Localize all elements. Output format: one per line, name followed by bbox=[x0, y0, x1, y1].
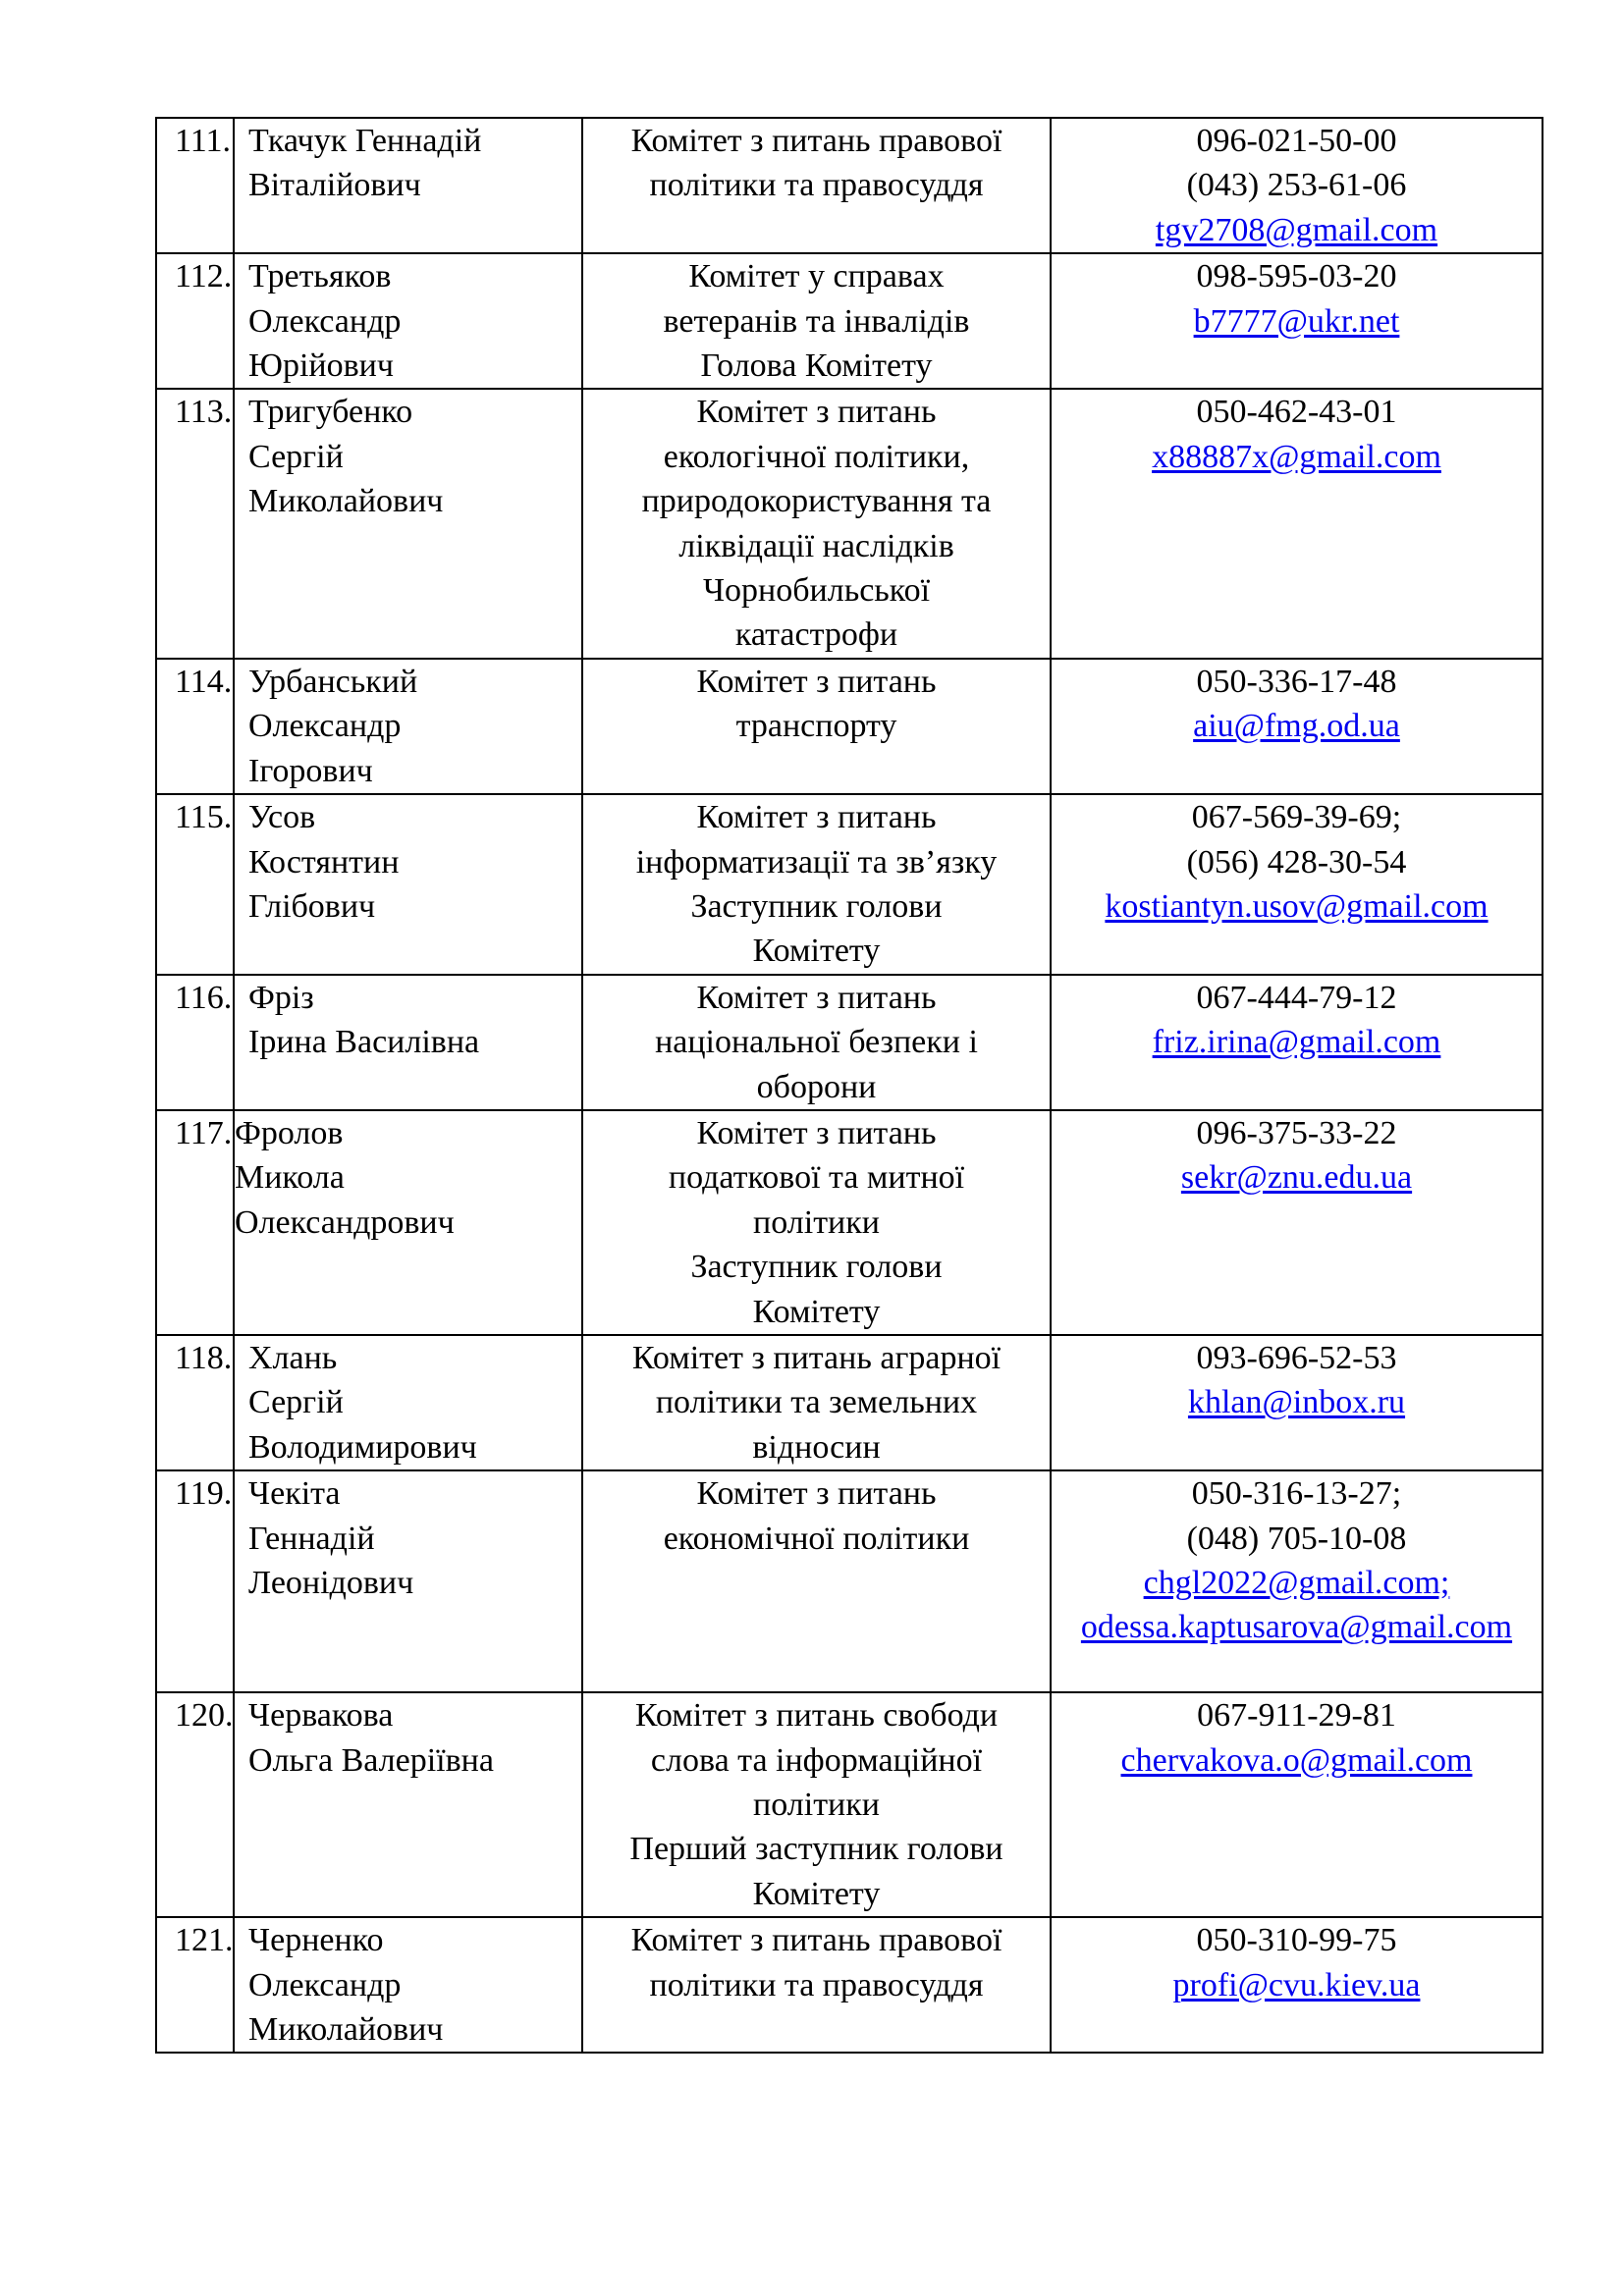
email-link[interactable]: b7777@ukr.net bbox=[1193, 302, 1400, 340]
email-link[interactable]: chervakova.o@gmail.com bbox=[1120, 1741, 1473, 1779]
email-line bbox=[1054, 1963, 1540, 2007]
name-line: Черненко bbox=[248, 1922, 384, 1959]
email-link[interactable]: friz.irina@gmail.com bbox=[1152, 1024, 1441, 1061]
table-row bbox=[156, 1917, 1543, 2053]
name-line: Усов bbox=[248, 799, 316, 836]
committee-line: Комітет з питань bbox=[696, 394, 937, 431]
name-line: Ірина Василівна bbox=[248, 1024, 480, 1061]
contacts-table-body bbox=[156, 118, 1543, 2053]
committee-line: економічної політики bbox=[663, 1520, 970, 1557]
committee-line: відносин bbox=[752, 1428, 881, 1466]
row-number: 116. bbox=[156, 975, 234, 1110]
email-link[interactable]: odessa.kaptusarova@gmail.com bbox=[1080, 1609, 1513, 1646]
committee-line: Комітет з питань bbox=[696, 1475, 937, 1513]
name-line: Володимирович bbox=[248, 1428, 477, 1466]
name-line: Фролов bbox=[235, 1114, 344, 1151]
name-line: Геннадій bbox=[248, 1520, 375, 1557]
table-row bbox=[156, 1470, 1543, 1692]
phone-number: 067-911-29-81 bbox=[1197, 1697, 1396, 1735]
name-line: Урбанський bbox=[248, 663, 418, 700]
committee-line: транспорту bbox=[735, 708, 897, 745]
table-row bbox=[156, 975, 1543, 1110]
committee-line: ліквідації наслідків bbox=[678, 527, 954, 564]
committee-line: Комітет з питань bbox=[696, 799, 937, 836]
committee-line: Голова Комітету bbox=[700, 347, 933, 385]
table-row bbox=[156, 794, 1543, 975]
committee-cell bbox=[582, 1692, 1051, 1917]
deputy-name bbox=[234, 118, 582, 253]
committee-line: політики та земельних bbox=[655, 1384, 978, 1421]
committee-line: національної безпеки і bbox=[655, 1024, 978, 1061]
committee-line: катастрофи bbox=[734, 616, 898, 654]
email-link[interactable]: sekr@znu.edu.ua bbox=[1180, 1159, 1413, 1197]
phone-number: (048) 705-10-08 bbox=[1186, 1520, 1407, 1557]
committee-line: Комітет з питань bbox=[696, 1114, 937, 1151]
table-row bbox=[156, 118, 1543, 253]
committee-cell bbox=[582, 794, 1051, 975]
deputy-name bbox=[234, 1110, 582, 1335]
email-line bbox=[1054, 1020, 1540, 1064]
table-row bbox=[156, 659, 1543, 794]
committee-cell bbox=[582, 975, 1051, 1110]
committee-cell bbox=[582, 1470, 1051, 1692]
committee-line: природокористування та bbox=[641, 483, 992, 520]
committee-line: Комітету bbox=[752, 933, 881, 970]
name-line: Сергій bbox=[248, 1384, 344, 1421]
committee-line: Комітет з питань bbox=[696, 979, 937, 1016]
name-line: Олександр bbox=[248, 708, 402, 745]
committee-cell bbox=[582, 1335, 1051, 1470]
phone-number: 093-696-52-53 bbox=[1196, 1339, 1397, 1376]
committee-line: політики та правосуддя bbox=[649, 1966, 984, 2003]
email-line bbox=[1054, 299, 1540, 344]
committee-line: податкової та митної bbox=[668, 1159, 965, 1197]
contact-cell bbox=[1051, 975, 1543, 1110]
email-line bbox=[1054, 1561, 1540, 1605]
contact-cell bbox=[1051, 253, 1543, 389]
committee-line: Комітету bbox=[752, 1293, 881, 1330]
email-link[interactable]: x88887x@gmail.com bbox=[1152, 438, 1441, 475]
row-number: 111. bbox=[156, 118, 234, 253]
table-row bbox=[156, 1335, 1543, 1470]
name-line: Третьяков bbox=[248, 258, 392, 295]
email-link[interactable]: khlan@inbox.ru bbox=[1187, 1384, 1406, 1421]
name-line: Ольга Валеріївна bbox=[248, 1741, 494, 1779]
committee-line: Комітет у справах bbox=[688, 258, 945, 295]
committee-line: Комітету bbox=[752, 1875, 881, 1912]
deputy-name bbox=[234, 1470, 582, 1692]
name-line: Юрійович bbox=[248, 347, 394, 385]
name-line: Миколайович bbox=[248, 2011, 444, 2049]
committee-line: Комітет з питань аграрної bbox=[631, 1339, 1001, 1376]
committee-line: оборони bbox=[756, 1068, 877, 1105]
row-number: 117. bbox=[156, 1110, 234, 1335]
contacts-table bbox=[155, 117, 1543, 2054]
committee-line: Комітет з питань правової bbox=[630, 1922, 1002, 1959]
name-line: Миколайович bbox=[248, 483, 444, 520]
committee-line: інформатизації та зв’язку bbox=[635, 843, 998, 881]
contact-cell bbox=[1051, 1110, 1543, 1335]
name-line: Сергій bbox=[248, 438, 344, 475]
committee-line: політики bbox=[753, 1787, 880, 1823]
committee-line: Заступник голови bbox=[690, 1249, 943, 1286]
row-number: 115. bbox=[156, 794, 234, 975]
committee-line: Заступник голови bbox=[690, 887, 943, 925]
deputy-name bbox=[234, 1692, 582, 1917]
committee-line: Комітет з питань свободи bbox=[634, 1697, 999, 1735]
email-line bbox=[1054, 1380, 1540, 1424]
phone-number: (043) 253-61-06 bbox=[1186, 167, 1407, 204]
email-link[interactable]: aiu@fmg.od.ua bbox=[1193, 708, 1400, 745]
committee-line: Чорнобильської bbox=[702, 572, 931, 610]
row-number: 118. bbox=[156, 1335, 234, 1470]
contact-cell bbox=[1051, 1335, 1543, 1470]
committee-line: Перший заступник голови bbox=[629, 1831, 1003, 1868]
row-number: 112. bbox=[156, 253, 234, 389]
phone-number: 050-336-17-48 bbox=[1196, 663, 1397, 700]
email-link[interactable]: kostiantyn.usov@gmail.com bbox=[1105, 887, 1489, 925]
deputy-name bbox=[234, 975, 582, 1110]
deputy-name bbox=[234, 1335, 582, 1470]
name-line: Олександр bbox=[248, 1966, 402, 2003]
table-row bbox=[156, 1110, 1543, 1335]
committee-line: ветеранів та інвалідів bbox=[663, 302, 970, 340]
contact-cell bbox=[1051, 1692, 1543, 1917]
row-number: 114. bbox=[156, 659, 234, 794]
name-line: Глібович bbox=[248, 887, 376, 925]
row-number: 121. bbox=[156, 1917, 234, 2053]
committee-cell bbox=[582, 659, 1051, 794]
email-line bbox=[1054, 1605, 1540, 1649]
committee-cell bbox=[582, 253, 1051, 389]
phone-number: (056) 428-30-54 bbox=[1186, 843, 1407, 881]
name-line: Чекіта bbox=[248, 1475, 341, 1513]
contact-cell bbox=[1051, 1917, 1543, 2053]
phone-number: 096-021-50-00 bbox=[1196, 123, 1397, 159]
contact-cell bbox=[1051, 1470, 1543, 1692]
committee-line: політики та правосуддя bbox=[649, 167, 984, 204]
phone-number: 050-310-99-75 bbox=[1196, 1922, 1397, 1959]
name-line: Червакова bbox=[248, 1697, 394, 1735]
contact-cell bbox=[1051, 794, 1543, 975]
phone-number: 098-595-03-20 bbox=[1196, 258, 1397, 295]
deputy-name bbox=[234, 389, 582, 658]
contact-cell bbox=[1051, 659, 1543, 794]
deputy-name bbox=[234, 253, 582, 389]
row-number: 120. bbox=[156, 1692, 234, 1917]
table-row bbox=[156, 1692, 1543, 1917]
table-row bbox=[156, 253, 1543, 389]
name-line: Олександр bbox=[248, 302, 402, 340]
phone-number: 050-316-13-27; bbox=[1191, 1475, 1402, 1513]
committee-cell bbox=[582, 389, 1051, 658]
committee-cell bbox=[582, 1110, 1051, 1335]
email-line bbox=[1054, 435, 1540, 479]
committee-line: слова та інформаційної bbox=[650, 1741, 983, 1779]
deputy-name bbox=[234, 1917, 582, 2053]
name-line: Микола bbox=[235, 1159, 345, 1197]
name-line: Ткачук Геннадій bbox=[248, 123, 482, 159]
email-link[interactable]: chgl2022@gmail.com; bbox=[1143, 1565, 1450, 1601]
committee-line: Комітет з питань правової bbox=[630, 123, 1002, 159]
email-line bbox=[1054, 1155, 1540, 1200]
committee-line: екологічної політики, bbox=[663, 438, 970, 475]
row-number: 113. bbox=[156, 389, 234, 658]
name-line: Віталійович bbox=[248, 167, 421, 204]
committee-cell bbox=[582, 118, 1051, 253]
email-line bbox=[1054, 208, 1540, 252]
name-line: Тригубенко bbox=[248, 394, 413, 431]
contact-cell bbox=[1051, 118, 1543, 253]
phone-number: 067-444-79-12 bbox=[1196, 979, 1397, 1016]
deputy-name bbox=[234, 659, 582, 794]
email-link[interactable]: tgv2708@gmail.com bbox=[1155, 211, 1438, 248]
contact-cell bbox=[1051, 389, 1543, 658]
deputy-name bbox=[234, 794, 582, 975]
email-link[interactable]: profi@cvu.kiev.ua bbox=[1172, 1966, 1421, 2003]
row-number: 119. bbox=[156, 1470, 234, 1692]
committee-line: Комітет з питань bbox=[696, 663, 937, 700]
email-line bbox=[1054, 704, 1540, 748]
phone-number: 050-462-43-01 bbox=[1196, 394, 1397, 431]
phone-number: 096-375-33-22 bbox=[1196, 1114, 1397, 1151]
name-line: Леонідович bbox=[248, 1565, 414, 1601]
committee-cell bbox=[582, 1917, 1051, 2053]
name-line: Олександрович bbox=[235, 1203, 455, 1241]
name-line: Хлань bbox=[248, 1339, 338, 1376]
name-line: Костянтин bbox=[248, 843, 400, 881]
committee-line: політики bbox=[753, 1203, 880, 1241]
name-line: Ігорович bbox=[248, 752, 373, 789]
email-line bbox=[1054, 1738, 1540, 1783]
name-line: Фріз bbox=[248, 979, 314, 1016]
email-line bbox=[1054, 884, 1540, 929]
table-row bbox=[156, 389, 1543, 658]
phone-number: 067-569-39-69; bbox=[1191, 799, 1402, 836]
